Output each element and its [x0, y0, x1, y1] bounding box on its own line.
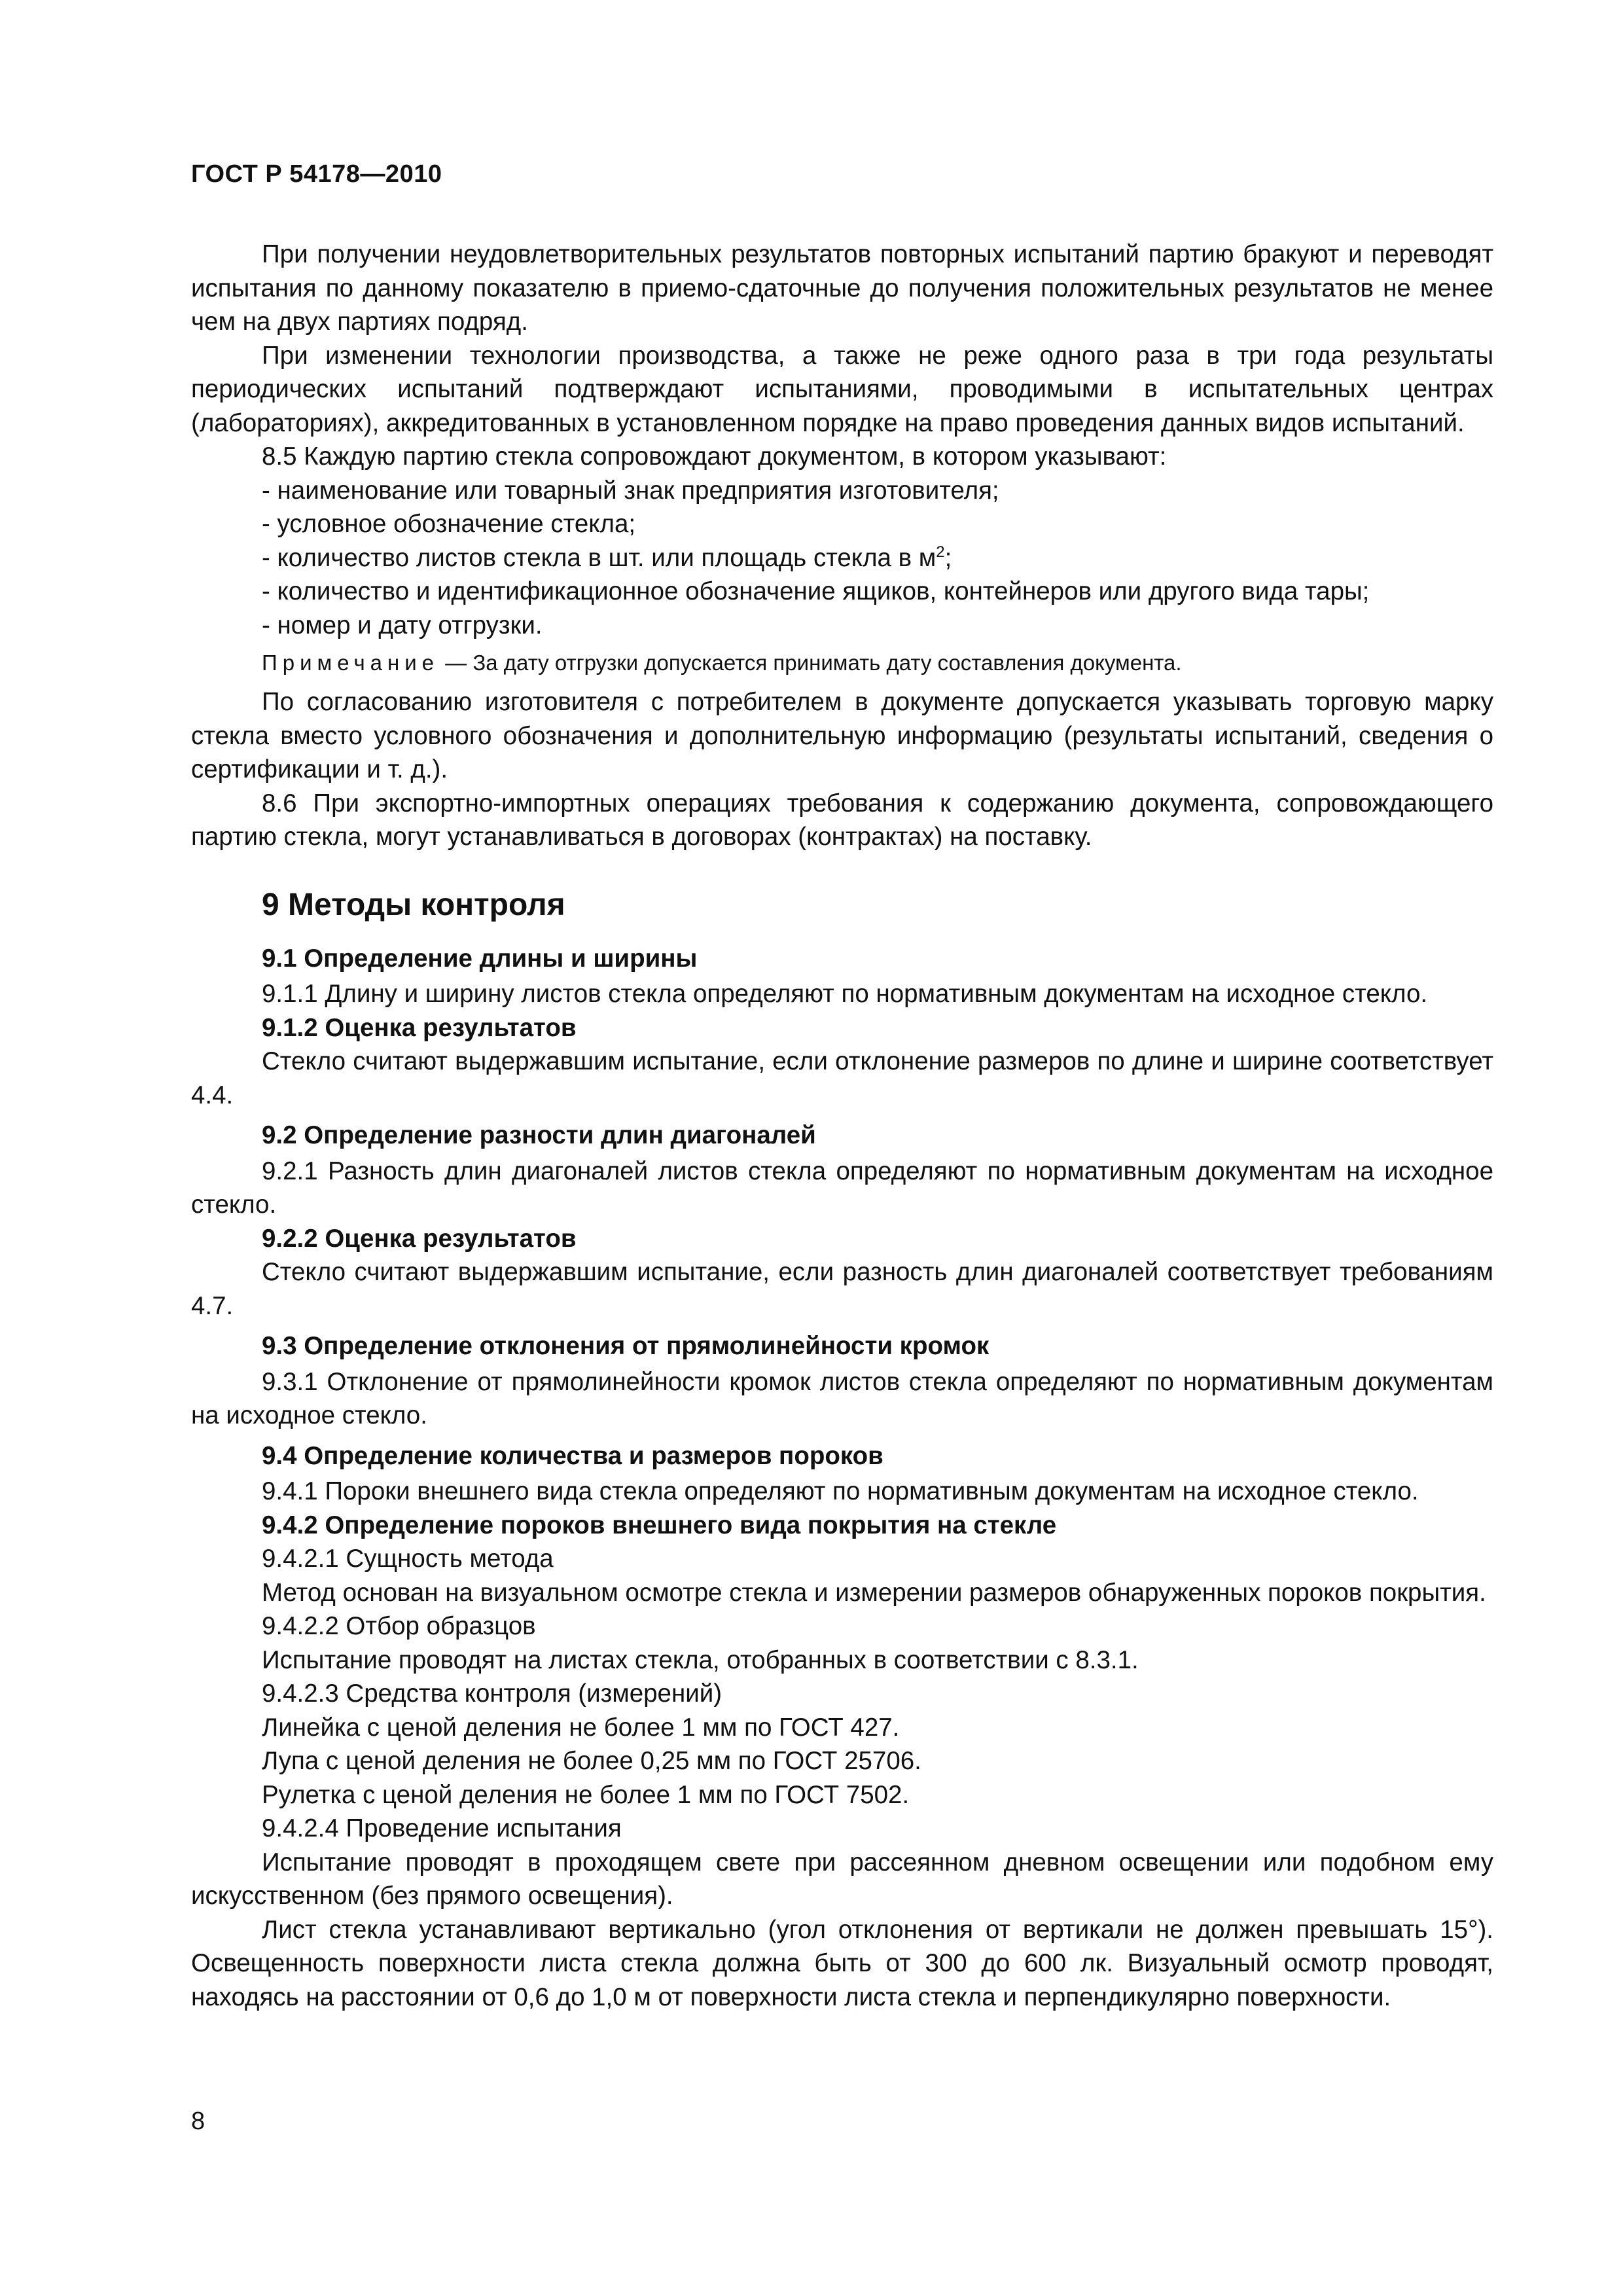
clause-9-1-1: 9.1.1 Длину и ширину листов стекла определяют по нормативным документам на исходное стекло. — [262, 980, 1428, 1008]
subsection-heading: 9.1 Определение длины и ширины — [262, 944, 698, 973]
note-text: — За дату отгрузки допускается принимать дату составления документа. — [439, 651, 1182, 675]
superscript: 2 — [936, 543, 945, 561]
list-item-end: ; — [944, 543, 952, 572]
clause-heading: 9.1.2 Оценка результатов — [262, 1013, 577, 1042]
clause-heading: 9.4.2 Определение пороков внешнего вида покрытия на стекле — [262, 1511, 1057, 1539]
subsection-heading: 9.4 Определение количества и размеров пороков — [262, 1441, 883, 1470]
clause-8-5: 8.5 Каждую партию стекла сопровождают документом, в котором указывают: — [262, 442, 1167, 471]
paragraph: Испытание проводят в проходящем свете при рассеянном дневном освещении или подобном ему искусственном (без прямого освещения). — [191, 1848, 1493, 1910]
list-item: - количество и идентификационное обозначение ящиков, контейнеров или другого вида тары; — [262, 577, 1370, 605]
clause-heading: 9.2.2 Оценка результатов — [262, 1224, 577, 1253]
paragraph: По согласованию изготовителя с потребителем в документе допускается указывать торговую марку стекла вместо условного обозначения и дополнительную информацию (результаты испытаний, сведения о сертификации и т. д.). — [191, 688, 1493, 783]
note-label: Примечание — [262, 651, 440, 675]
list-item — [191, 541, 1493, 575]
clause-9-3-1: 9.3.1 Отклонение от прямолинейности кромок листов стекла определяют по нормативным документам на исходное стекло. — [191, 1367, 1493, 1429]
list-item-text: - количество листов стекла в шт. или площадь стекла в м — [262, 543, 936, 572]
clause-title: 9.4.2.4 Проведение испытания — [262, 1814, 622, 1842]
clause-8-6: 8.6 При экспортно-импортных операциях требования к содержанию документа, сопровождающего партию стекла, могут устанавливаться в договорах (контрактах) на поставку. — [191, 789, 1493, 851]
list-item: - условное обозначение стекла; — [262, 510, 636, 538]
clause-9-4-1: 9.4.1 Пороки внешнего вида стекла определяют по нормативным документам на исходное стекло. — [262, 1477, 1419, 1505]
section-heading: 9 Методы контроля — [262, 887, 565, 922]
clause-title: 9.4.2.1 Сущность метода — [262, 1545, 554, 1573]
paragraph: Метод основан на визуальном осмотре стекла и измерении размеров обнаруженных пороков покрытия. — [262, 1578, 1486, 1607]
paragraph: Стекло считают выдержавшим испытание, если отклонение размеров по длине и ширине соответствует 4.4. — [191, 1047, 1493, 1109]
subsection-heading: 9.3 Определение отклонения от прямолинейности кромок — [262, 1332, 990, 1360]
paragraph: При изменении технологии производства, а также не реже одного раза в три года результаты периодических испытаний подтверждают испытаниями, проводимыми в испытательных центрах (лабораториях), аккредитованных в установленном порядке на право проведения данных видов испытаний. — [191, 341, 1493, 437]
clause-title: 9.4.2.3 Средства контроля (измерений) — [262, 1679, 722, 1708]
instrument-item: Лупа с ценой деления не более 0,25 мм по ГОСТ 25706. — [262, 1747, 921, 1775]
document-body — [191, 238, 1493, 2014]
subsection-heading: 9.2 Определение разности длин диагоналей — [262, 1121, 816, 1149]
list-item: - номер и дату отгрузки. — [262, 611, 543, 639]
page-number: 8 — [191, 2108, 205, 2135]
document-header: ГОСТ Р 54178—2010 — [191, 160, 442, 188]
clause-title: 9.4.2.2 Отбор образцов — [262, 1612, 536, 1640]
paragraph: Стекло считают выдержавшим испытание, если разность длин диагоналей соответствует требованиям 4.7. — [191, 1258, 1493, 1320]
clause-9-2-1: 9.2.1 Разность длин диагоналей листов стекла определяют по нормативным документам на исходное стекло. — [191, 1157, 1493, 1219]
instrument-item: Линейка с ценой деления не более 1 мм по ГОСТ 427. — [262, 1713, 900, 1742]
list-item: - наименование или товарный знак предприятия изготовителя; — [262, 476, 999, 505]
paragraph: Испытание проводят на листах стекла, отобранных в соответствии с 8.3.1. — [262, 1645, 1139, 1674]
instrument-item: Рулетка с ценой деления не более 1 мм по ГОСТ 7502. — [262, 1780, 910, 1809]
paragraph: При получении неудовлетворительных результатов повторных испытаний партию бракуют и переводят испытания по данному показателю в приемо-сдаточные до получения положительных результатов не менее чем на двух партиях подряд. — [191, 240, 1493, 336]
paragraph: Лист стекла устанавливают вертикально (угол отклонения от вертикали не должен превышать 15°). Освещенность поверхности листа стекла должна быть от 300 до 600 лк. Визуальный осмотр проводят, находясь на расстоянии от 0,6 до 1,0 м от поверхности листа стекла и перпендикулярно поверхности. — [191, 1915, 1493, 2011]
note — [191, 647, 1493, 679]
